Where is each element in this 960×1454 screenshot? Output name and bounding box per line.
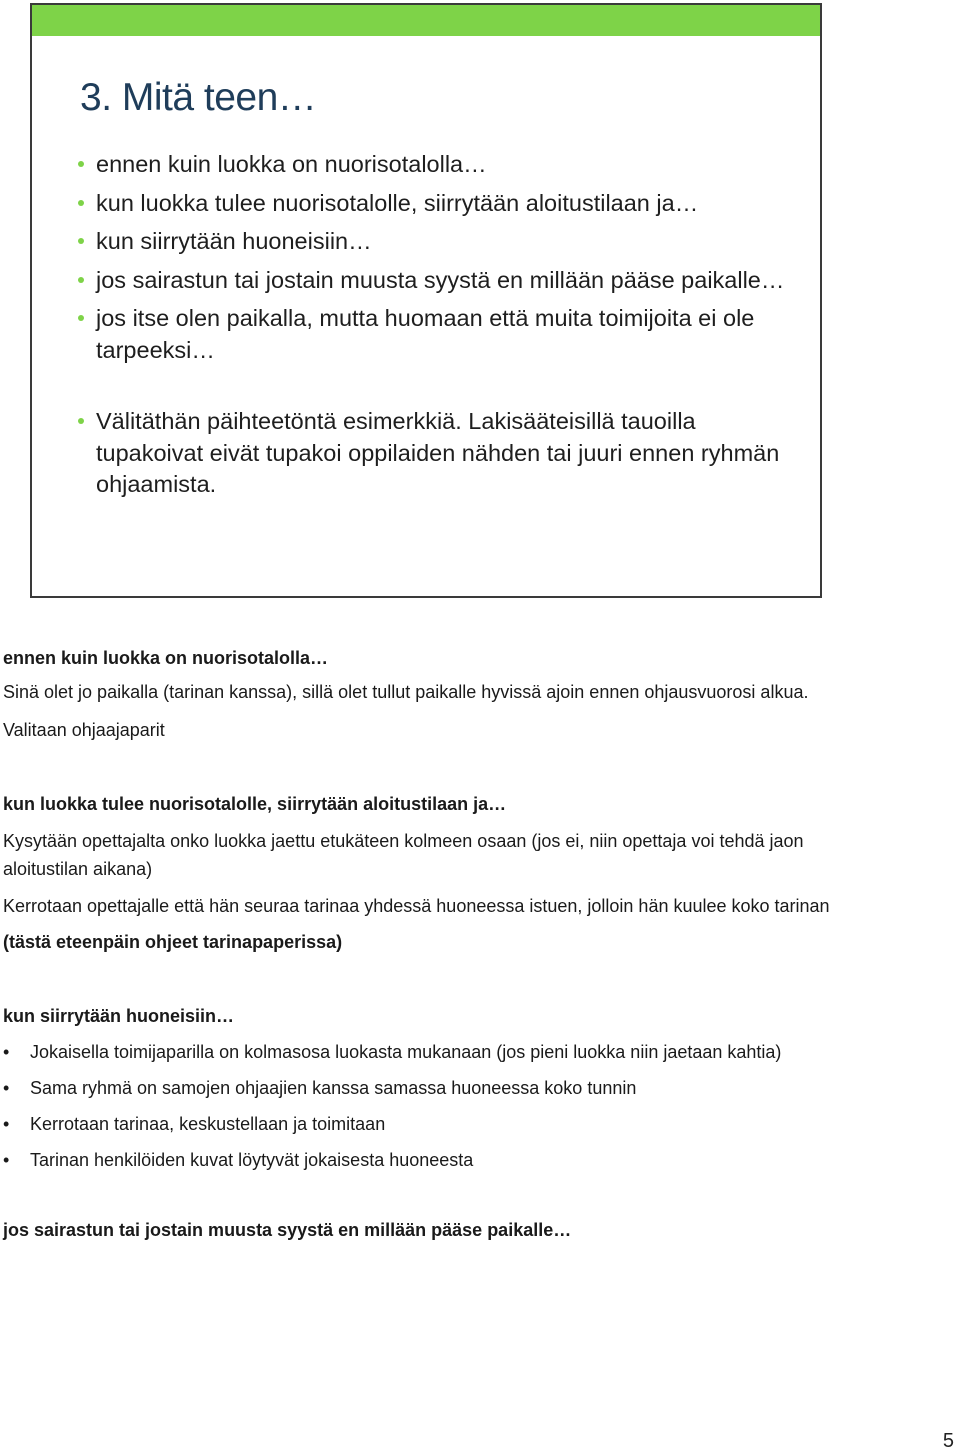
notes-heading: jos sairastun tai jostain muusta syystä en millään pääse paikalle… (3, 1220, 572, 1240)
slide-bullet-list (78, 149, 798, 508)
notes-paragraph: Kysytään opettajalta onko luokka jaettu etukäteen kolmeen osaan (jos ei, niin opettaja voi tehdä jaon aloitustilan aikana) (3, 831, 804, 879)
notes-heading: kun siirrytään huoneisiin… (3, 1006, 235, 1026)
slide-bullet: jos sairastun tai jostain muusta syystä en millään pääse paikalle… (78, 265, 798, 297)
bullet-dot-icon (78, 238, 84, 244)
slide-thumbnail (30, 3, 822, 598)
notes-bullet-list (3, 1038, 843, 1174)
bullet-dot-icon (78, 277, 84, 283)
notes-paragraph: (tästä eteenpäin ohjeet tarinapaperissa) (3, 932, 343, 952)
bullet-icon: • (3, 1042, 10, 1062)
slide-bullet: kun luokka tulee nuorisotalolle, siirrytään aloitustilaan ja… (78, 188, 798, 220)
bullet-icon: • (3, 1114, 10, 1134)
notes-paragraph: Valitaan ohjaajaparit (3, 720, 165, 740)
slide-bullet: jos itse olen paikalla, mutta huomaan että muita toimijoita ei ole tarpeeksi… (78, 303, 798, 366)
slide-bullet: Välitäthän päihteetöntä esimerkkiä. Lakisääteisillä tauoilla tupakoivat eivät tupakoi oppilaiden nähden tai juuri ennen ryhmän ohjaamista. (78, 406, 798, 501)
list-item: • Sama ryhmä on samojen ohjaajien kanssa samassa huoneessa koko tunnin (3, 1074, 843, 1102)
slide-title: 3. Mitä teen… (80, 76, 317, 119)
slide-bullet: ennen kuin luokka on nuorisotalolla… (78, 149, 798, 181)
speaker-notes (3, 644, 843, 1244)
list-item: • Tarinan henkilöiden kuvat löytyvät jokaisesta huoneesta (3, 1146, 843, 1174)
bullet-icon: • (3, 1078, 10, 1098)
notes-paragraph: Kerrotaan opettajalle että hän seuraa tarinaa yhdessä huoneessa istuen, jolloin hän kuulee koko tarinan (3, 896, 830, 916)
bullet-dot-icon (78, 161, 84, 167)
notes-heading: kun luokka tulee nuorisotalolle, siirrytään aloitustilaan ja… (3, 794, 507, 814)
slide-accent-bar (32, 5, 820, 36)
list-item: • Jokaisella toimijaparilla on kolmasosa luokasta mukanaan (jos pieni luokka niin jaetaan kahtia) (3, 1038, 843, 1066)
notes-paragraph: Sinä olet jo paikalla (tarinan kanssa), sillä olet tullut paikalle hyvissä ajoin ennen ohjausvuorosi alkua. (3, 682, 809, 702)
list-item: • Kerrotaan tarinaa, keskustellaan ja toimitaan (3, 1110, 843, 1138)
bullet-dot-icon (78, 315, 84, 321)
slide-bullet: kun siirrytään huoneisiin… (78, 226, 798, 258)
bullet-dot-icon (78, 200, 84, 206)
bullet-icon: • (3, 1150, 10, 1170)
notes-heading: ennen kuin luokka on nuorisotalolla… (3, 648, 329, 668)
bullet-dot-icon (78, 418, 84, 424)
page-number: 5 (942, 1430, 954, 1452)
